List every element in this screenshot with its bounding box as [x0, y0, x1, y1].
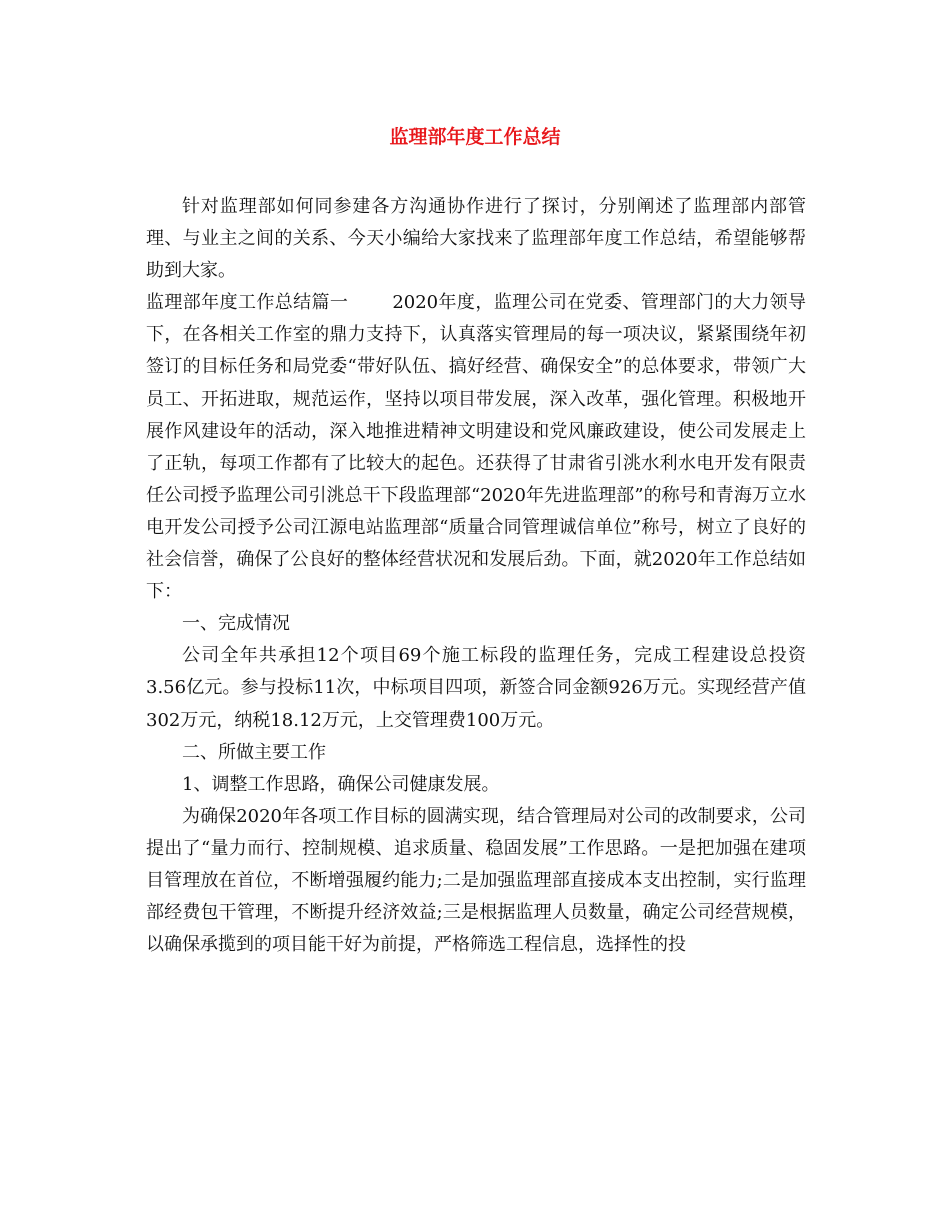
- article-paragraph-text: 2020年度，监理公司在党委、管理部门的大力领导下，在各相关工作室的鼎力支持下，认真落实管理局的每一项决议，紧紧围绕年初签订的目标任务和局党委“带好队伍、搞好经营、确保安全”的总体要求，带领广大员工、开拓进取，规范运作，坚持以项目带发展，深入改革，强化管理。积极地开展作风建设年的活动，深入地推进精神文明建设和党风廉政建设，使公司发展走上了正轨，每项工作都有了比较大的起色。还获得了甘肃省引洮水利水电开发有限责任公司授予监理公司引洮总干下段监理部“2020年先进监理部”的称号和青海万立水电开发公司授予公司江源电站监理部“质量合同管理诚信单位”称号，树立了良好的社会信誉，确保了公良好的整体经营状况和发展后劲。下面，就2020年工作总结如下：: [146, 292, 806, 603]
- document-title: 监理部年度工作总结: [389, 126, 561, 148]
- article-heading: 监理部年度工作总结篇一: [146, 292, 349, 314]
- completion-paragraph: 公司全年共承担12个项目69个施工标段的监理任务，完成工程建设总投资3.56亿元。参与投标11次，中标项目四项，新签合同金额926万元。实现经营产值302万元，纳税18.12万元，上交管理费100万元。: [146, 645, 806, 731]
- intro-paragraph: 针对监理部如何同参建各方沟通协作进行了探讨，分别阐述了监理部内部管理、与业主之间的关系、今天小编给大家找来了监理部年度工作总结，希望能够帮助到大家。: [146, 196, 806, 282]
- section-heading-main-work: 二、所做主要工作: [182, 741, 326, 763]
- work-idea-paragraph: 为确保2020年各项工作目标的圆满实现，结合管理局对公司的改制要求，公司提出了“量力而行、控制规模、追求质量、稳固发展”工作思路。一是把加强在建项目管理放在首位，不断增强履约能力;二是加强监理部直接成本支出控制，实行监理部经费包干管理，不断提升经济效益;三是根据监理人员数量，确定公司经营规模，以确保承揽到的项目能干好为前提，严格筛选工程信息，选择性的投: [146, 805, 806, 956]
- article-paragraph: [146, 287, 806, 608]
- document-body: [146, 191, 806, 961]
- subsection-heading-1: 1、调整工作思路，确保公司健康发展。: [182, 773, 500, 795]
- section-heading-completion: 一、完成情况: [182, 613, 290, 635]
